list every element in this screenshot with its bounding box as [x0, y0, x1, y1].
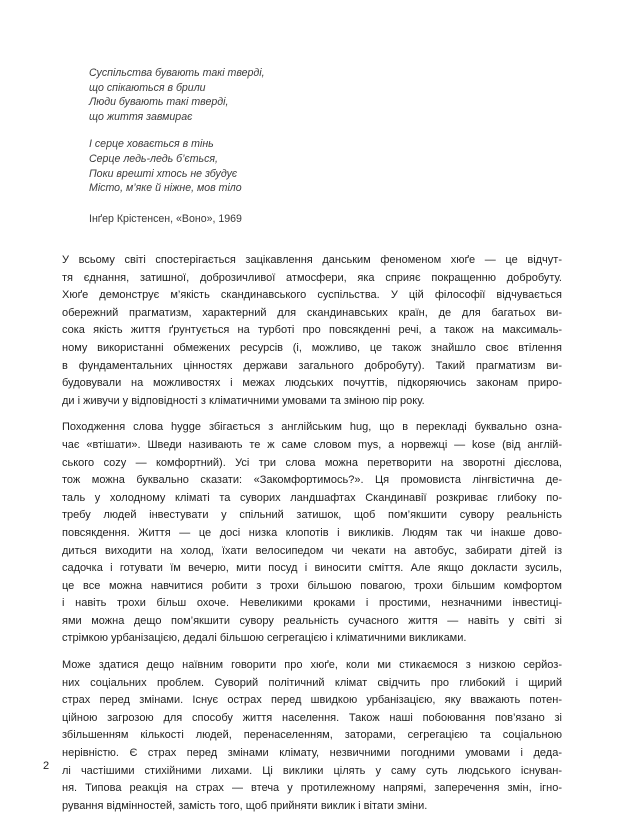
text-line: таль у холодному кліматі та суворих ландшафтах Скандинавії розкриває глибоку по- [62, 491, 562, 504]
text-line: тя єднання, затишної, доброзичливої атмосфери, яка сприяє покращенню добробуту. [62, 271, 562, 284]
text-line: тож можна буквально сказати: «Закомфортимось?». Ця промовиста лінгвістична де- [62, 474, 562, 487]
epigraph-line: І серце ховається в тінь [89, 138, 214, 151]
text-line: в фундаментальних цінностях держави загального добробуту). Такий прагматизм ви- [62, 359, 562, 372]
text-line: У всьому світі спостерігається зацікавлення данським феноменом хюґе — це відчут- [62, 254, 562, 266]
epigraph [89, 66, 509, 226]
text-line: диться виходити на холод, їхати велосипедом чи чекати на автобус, забирати дітей із [62, 544, 562, 557]
text-line: ня. Типова реакція на страх — втеча у протилежному напрямі, заперечення змін, ігно- [62, 782, 562, 795]
paragraph-1 [62, 252, 562, 410]
epigraph-line: Місто, м’яке й ніжне, мов тіло [89, 182, 242, 195]
epigraph-line: що спікаються в брили [89, 81, 206, 94]
text-line: Може здатися дещо наївним говорити про хюґе, коли ми стикаємося з низкою серйоз- [62, 659, 562, 672]
text-line: обережний прагматизм, характерний для скандинавських країн, де для багатьох ви- [62, 306, 562, 319]
text-line: страх перед змінами. Існує острах перед швидкою урбанізацією, яку вважають потен- [62, 694, 562, 707]
text-line: будовували на можливостях і межах людських почуттів, підкоряючись законам приро- [62, 377, 562, 390]
paragraph-2 [62, 419, 562, 648]
text-line: повсякдення. Життя — це досі низка клопотів і викликів. Людям так чи інакше дово- [62, 526, 562, 539]
text-line: требу людей інвестувати у спільний затишок, щоб пом’якшити сувору реальність [62, 509, 562, 522]
epigraph-line: Поки врешті хтось не збудує [89, 167, 238, 180]
text-line: Хюґе демонструє м’якість скандинавського суспільства. У цій філософії відчувається [62, 289, 562, 302]
epigraph-line: що життя завмирає [89, 110, 193, 123]
text-line: лі частішими стихійними лихами. Ці виклики цілять у саму суть людського існуван- [62, 764, 562, 777]
text-line: сока якість життя ґрунтується на турботі про повсякденні речі, а також на максималь- [62, 324, 562, 337]
epigraph-line: Люди бувають такі тверді, [89, 96, 229, 109]
text-line: них соціальних проблем. Суворий політичний клімат свідчить про глибокий і щирий [62, 676, 562, 689]
text-line: садочка і готувати їм вечерю, мити посуд і виносити сміття. Але якщо докласти зусиль, [62, 562, 562, 575]
text-line: стрімкою урбанізацією, дедалі більшою сегрегацією і кліматичними викликами. [62, 632, 467, 645]
text-line: збільшенням кількості людей, перенаселенням, заторами, сегрегацією та соціальною [62, 729, 562, 742]
text-line: ційною загрозою для способу життя населення. Також наші побоювання пов’язано зі [62, 711, 562, 724]
page-number: 2 [43, 760, 50, 772]
epigraph-stanza-1 [89, 66, 509, 124]
epigraph-line: Суспільства бувають такі тверді, [89, 67, 265, 79]
text-line: нерівністю. Є страх перед змінами клімату, незвичними погодними умовами і деда- [62, 747, 562, 760]
text-line: ди і живучи у відповідності з кліматичними умовами та зміною пір року. [62, 394, 425, 407]
text-line: ського cozy — комфортний). Усі три слова можна перетворити на зворотні дієслова, [62, 456, 562, 469]
epigraph-stanza-2 [89, 137, 509, 195]
epigraph-attribution: Інґер Крістенсен, «Воно», 1969 [89, 212, 242, 225]
epigraph-line: Серце ледь-ледь б’ється, [89, 152, 219, 165]
text-line: ями можна дещо пом’якшити сувору реальність сучасного життя — навіть у світі зі [62, 614, 562, 627]
text-line: ному використанні обмежених ресурсів (і, можливо, це також знайшло своє втілення [62, 341, 562, 354]
text-line: і навіть трохи більш охоче. Невеликими кроками і простими, незначними інвестиці- [62, 597, 562, 610]
paragraph-3 [62, 657, 562, 815]
text-line: чає «втішати». Шведи називають те ж саме словом mys, а норвежці — kose (від англій- [62, 438, 562, 451]
text-line: рування відмінностей, замість того, щоб прийняти виклик і вітати зміни. [62, 799, 428, 812]
body-text [62, 252, 562, 824]
text-line: це все можна навчитися робити з трохи більшою повагою, трохи більшим комфортом [62, 579, 562, 592]
text-line: Походження слова hygge збігається з англійським hug, що в перекладі буквально озна- [62, 421, 562, 434]
